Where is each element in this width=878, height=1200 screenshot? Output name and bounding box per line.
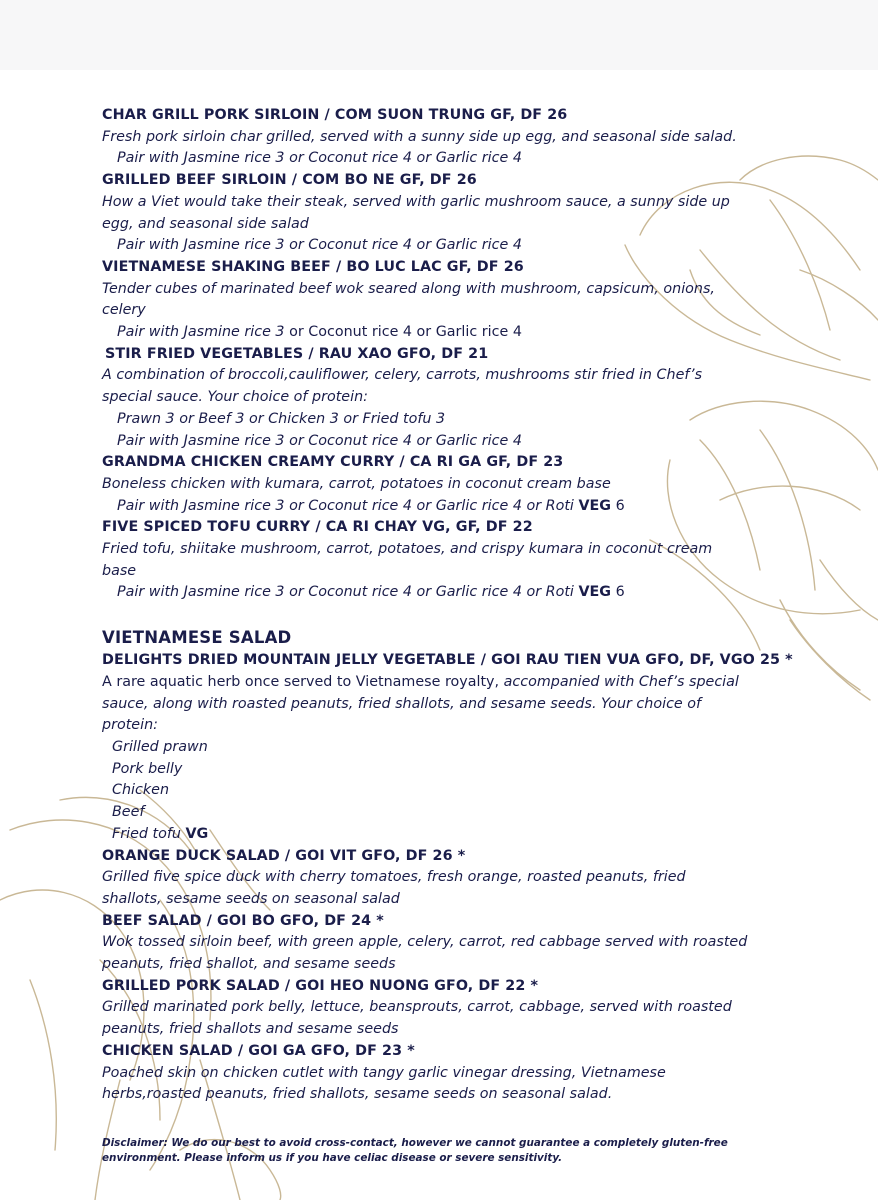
dish-title: VIETNAMESE SHAKING BEEF / BO LUC LAC GF, DF 26	[102, 258, 524, 275]
rice-pairing: Pair with Jasmine rice 3 or Coconut rice 4 or Garlic rice 4	[117, 237, 522, 254]
protein-option: Grilled prawn	[112, 738, 208, 755]
rice-pairing	[102, 582, 862, 604]
protein-option: Chicken	[112, 782, 170, 799]
section-heading: VIETNAMESE SALAD	[102, 628, 292, 648]
dish-title: CHAR GRILL PORK SIRLOIN / COM SUON TRUNG GF, DF 26	[102, 107, 568, 123]
veg-price: 6	[611, 584, 625, 601]
disclaimer-line: environment. Please inform us if you have celiac disease or severe sensitivity.	[102, 1152, 563, 1164]
dish-description: herbs,roasted peanuts, fried shallots, sesame seeds on seasonal salad.	[102, 1086, 613, 1103]
disclaimer-line: Disclaimer: We do our best to avoid cross-contact, however we cannot guarantee a completely gluten-free	[102, 1137, 728, 1149]
dish-description: base	[102, 562, 137, 579]
floral-petal	[30, 980, 56, 1150]
dish-title: GRILLED BEEF SIRLOIN / COM BO NE GF, DF 26	[102, 172, 477, 189]
dish-description: Poached skin on chicken cutlet with tangy garlic vinegar dressing, Vietnamese	[102, 1064, 666, 1081]
dish-description: Fresh pork sirloin char grilled, served with a sunny side up egg, and seasonal side salad.	[102, 128, 737, 145]
rice-pairing-italic: Pair with Jasmine rice 3	[117, 324, 285, 341]
dish-title: DELIGHTS DRIED MOUNTAIN JELLY VEGETABLE / GOI RAU TIEN VUA GFO, DF, VGO 25 *	[102, 652, 793, 669]
dish-title: CHICKEN SALAD / GOI GA GFO, DF 23 *	[102, 1042, 415, 1059]
dish-title: GRILLED PORK SALAD / GOI HEO NUONG GFO, DF 22 *	[102, 977, 539, 994]
dish-description: celery	[102, 302, 146, 319]
dish-description: Grilled marinated pork belly, lettuce, beansprouts, carrot, cabbage, served with roasted	[102, 999, 732, 1016]
dish-description-plain: A rare aquatic herb once served to Vietnamese royalty,	[102, 673, 504, 690]
protein-option	[102, 824, 862, 846]
protein-option: Pork belly	[112, 760, 183, 777]
menu-content	[102, 105, 862, 1106]
protein-option: Beef	[112, 804, 145, 821]
dish-description: A combination of broccoli,cauliflower, celery, carrots, mushrooms stir fried in Chef’s	[102, 367, 703, 384]
dish-title: FIVE SPICED TOFU CURRY / CA RI CHAY VG, GF, DF 22	[102, 519, 533, 536]
veg-price: 6	[611, 497, 625, 514]
protein-options: Prawn 3 or Beef 3 or Chicken 3 or Fried tofu 3	[117, 410, 446, 427]
dish-description: egg, and seasonal side salad	[102, 215, 309, 232]
menu-item	[102, 517, 862, 604]
dish-description: shallots, sesame seeds on seasonal salad	[102, 890, 400, 907]
veg-badge: VEG	[578, 497, 612, 514]
dish-description: Fried tofu, shiitake mushroom, carrot, potatoes, and crispy kumara in coconut cream	[102, 541, 713, 558]
dish-title: BEEF SALAD / GOI BO GFO, DF 24 *	[102, 912, 384, 929]
menu-item	[102, 976, 862, 1041]
dish-description: Tender cubes of marinated beef wok seared along with mushroom, capsicum, onions,	[102, 280, 715, 297]
menu-item	[102, 911, 862, 976]
dish-description: Boneless chicken with kumara, carrot, potatoes in coconut cream base	[102, 475, 611, 492]
rice-pairing: Pair with Jasmine rice 3 or Coconut rice 4 or Garlic rice 4	[117, 150, 522, 167]
menu-item	[102, 344, 862, 453]
menu-item	[102, 452, 862, 517]
menu-item	[102, 170, 862, 257]
menu-item	[102, 257, 862, 344]
disclaimer	[102, 1136, 742, 1166]
rice-pairing-text: Pair with Jasmine rice 3 or Coconut rice 4 or Garlic rice 4 or Roti	[117, 584, 579, 601]
menu-item	[102, 1041, 862, 1106]
dish-description: How a Viet would take their steak, served with garlic mushroom sauce, a sunny side up	[102, 193, 730, 210]
dish-description: Wok tossed sirloin beef, with green apple, celery, carrot, red cabbage served with roasted	[102, 934, 748, 951]
page-top-band	[0, 0, 878, 70]
dish-description	[102, 672, 862, 694]
veg-badge: VEG	[578, 584, 612, 601]
dish-description-italic: accompanied with Chef’s special	[503, 673, 739, 690]
dish-description: Grilled five spice duck with cherry tomatoes, fresh orange, roasted peanuts, fried	[102, 869, 686, 886]
menu-item	[102, 105, 862, 170]
rice-pairing-plain: or Coconut rice 4 or Garlic rice 4	[284, 324, 522, 341]
rice-pairing: Pair with Jasmine rice 3 or Coconut rice 4 or Garlic rice 4	[117, 432, 522, 449]
dish-description: protein:	[102, 717, 158, 734]
dish-description: sauce, along with roasted peanuts, fried shallots, and sesame seeds. Your choice of	[102, 695, 702, 712]
rice-pairing-text: Pair with Jasmine rice 3 or Coconut rice 4 or Garlic rice 4 or Roti	[117, 497, 579, 514]
dish-title: ORANGE DUCK SALAD / GOI VIT GFO, DF 26 *	[102, 847, 466, 864]
protein-option-text: Fried tofu	[112, 825, 186, 842]
menu-item	[102, 846, 862, 911]
dish-description: special sauce. Your choice of protein:	[102, 389, 368, 406]
rice-pairing	[102, 322, 862, 344]
dish-title: STIR FRIED VEGETABLES / RAU XAO GFO, DF 21	[105, 345, 489, 362]
menu-item	[102, 650, 862, 845]
dish-description: peanuts, fried shallots and sesame seeds	[102, 1021, 399, 1038]
dish-description: peanuts, fried shallot, and sesame seeds	[102, 956, 396, 973]
rice-pairing	[102, 496, 862, 518]
dish-title: GRANDMA CHICKEN CREAMY CURRY / CA RI GA GF, DF 23	[102, 454, 564, 471]
vegan-badge: VG	[185, 825, 209, 842]
